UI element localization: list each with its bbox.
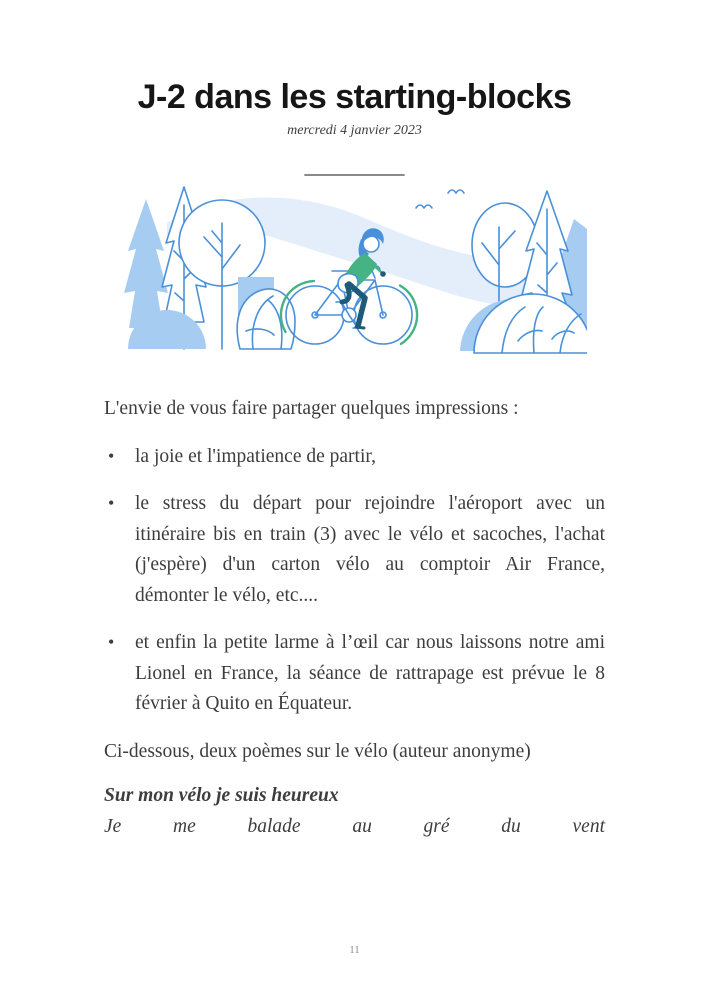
- list-item: [104, 442, 605, 473]
- list-item-text: et enfin la petite larme à l’œil car nous laissons notre ami Lionel en France, la séance de rattrapage est prévue le 8 février à Quito en Équateur.: [135, 632, 605, 714]
- list-item-text: le stress du départ pour rejoindre l'aéroport avec un itinéraire bis en train (3) avec le vélo et sacoches, l'achat (j'espère) d'un carton vélo au comptoir Air France, démonter le vélo, etc....: [135, 493, 605, 606]
- bullet-icon: •: [108, 445, 115, 466]
- list-item: [104, 628, 605, 720]
- bullet-icon: •: [108, 493, 115, 513]
- birds-icon: [416, 190, 464, 208]
- page-number: 11: [349, 944, 360, 956]
- list-item: [104, 489, 605, 611]
- intro-paragraph: L'envie de vous faire partager quelques impressions :: [104, 398, 519, 419]
- page-title: J-2 dans les starting-blocks: [137, 78, 572, 116]
- article-body: [0, 394, 709, 842]
- cyclist-park-illustration: [122, 181, 587, 356]
- right-tree-cluster: [460, 191, 587, 353]
- poem-verse-line: Je me balade au gré du vent: [104, 815, 605, 837]
- poem-title: Sur mon vélo je suis heureux: [104, 785, 339, 806]
- bullet-icon: •: [108, 632, 115, 652]
- post-date: mercredi 4 janvier 2023: [287, 123, 422, 138]
- list-item-text: la joie et l'impatience de partir,: [135, 445, 376, 467]
- page-header: [0, 0, 709, 177]
- separator-line: __________: [304, 156, 405, 178]
- body-paragraph: Ci-dessous, deux poèmes sur le vélo (auteur anonyme): [104, 740, 531, 762]
- illustration-container: [0, 181, 709, 356]
